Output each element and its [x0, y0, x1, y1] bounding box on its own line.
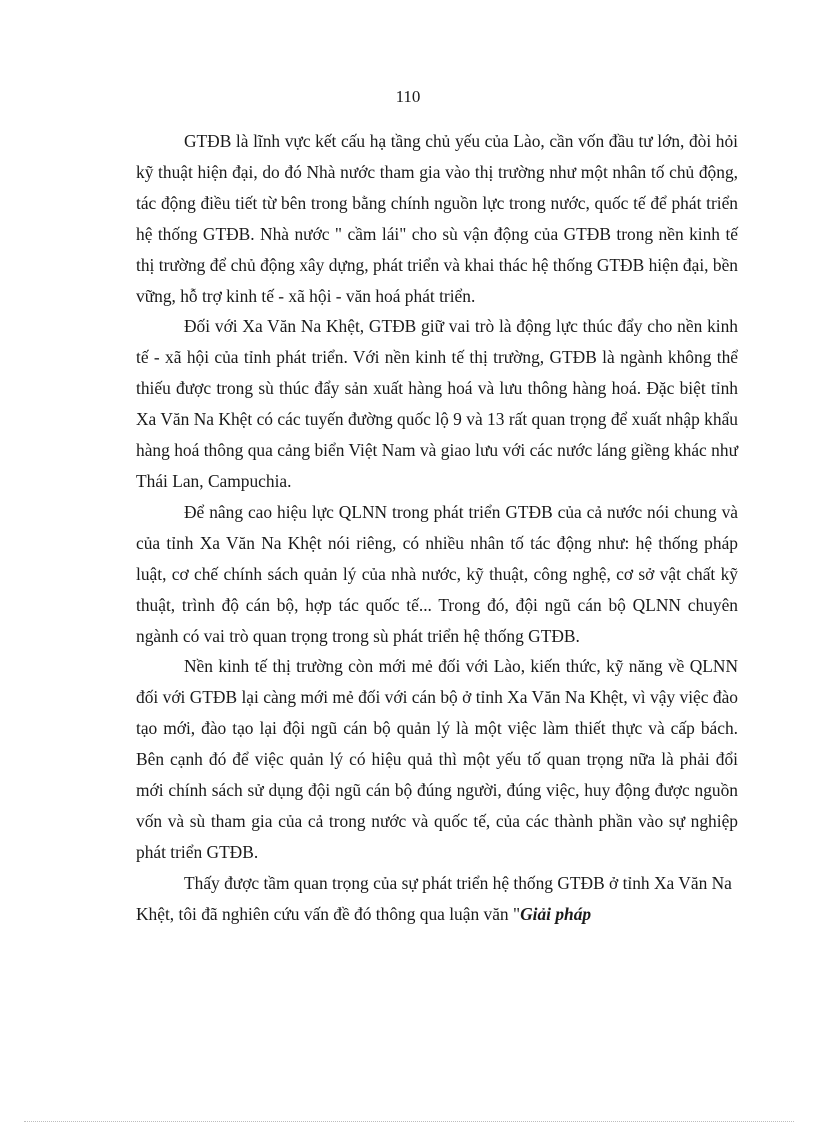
paragraph-4: Nền kinh tế thị trường còn mới mẻ đối với Lào, kiến thức, kỹ năng về QLNN đối với GTĐB lại càng mới mẻ đối với cán bộ ở tỉnh Xa Văn Na Khệt, vì vậy việc đào tạo mới, đào tạo lại đội ngũ cán bộ quản lý là một việc làm thiết thực và cấp bách. Bên cạnh đó để việc quản lý có hiệu quả thì một yếu tố quan trọng nữa là phải đổi mới chính sách sử dụng đội ngũ cán bộ đúng người, đúng việc, huy động được nguồn vốn và sù tham gia của cả trong nước và quốc tế, của các thành phần vào sự nghiệp phát triển GTĐB. — [136, 656, 738, 862]
paragraph-3: Để nâng cao hiệu lực QLNN trong phát triển GTĐB của cả nước nói chung và của tỉnh Xa Văn Na Khệt nói riêng, có nhiều nhân tố tác động như: hệ thống pháp luật, cơ chế chính sách quản lý của nhà nước, kỹ thuật, công nghệ, cơ sở vật chất kỹ thuật, trình độ cán bộ, hợp tác quốc tế... Trong đó, đội ngũ cán bộ QLNN chuyên ngành có vai trò quan trọng trong sù phát triển hệ thống GTĐB. — [136, 501, 738, 646]
paragraph-5-text: Thấy được tầm quan trọng của sự phát triển hệ thống GTĐB ở tỉnh Xa Văn Na Khệt, tôi đã nghiên cứu vấn đề đó thông qua luận văn " — [136, 872, 732, 924]
footer-dotted-rule — [24, 1121, 794, 1122]
body-text — [136, 126, 738, 930]
page-number: 110 — [395, 87, 421, 106]
thesis-title-emphasis: Giải pháp — [520, 903, 592, 924]
paragraph-1: GTĐB là lĩnh vực kết cấu hạ tầng chủ yếu của Lào, cần vốn đầu tư lớn, đòi hỏi kỹ thuật hiện đại, do đó Nhà nước tham gia vào thị trường như một nhân tố chủ động, tác động điều tiết từ bên trong bằng chính nguồn lực trong nước, quốc tế để phát triển hệ thống GTĐB. Nhà nước " cầm lái" cho sù vận động của GTĐB trong nền kinh tế thị trường để chủ động xây dựng, phát triển và khai thác hệ thống GTĐB hiện đại, bền vững, hỗ trợ kinh tế - xã hội - văn hoá phát triển. — [136, 131, 738, 306]
paragraph-2: Đối với Xa Văn Na Khệt, GTĐB giữ vai trò là động lực thúc đẩy cho nền kinh tế - xã hội của tỉnh phát triển. Với nền kinh tế thị trường, GTĐB là ngành không thể thiếu được trong sù thúc đẩy sản xuất hàng hoá và lưu thông hàng hoá. Đặc biệt tỉnh Xa Văn Na Khệt có các tuyến đường quốc lộ 9 và 13 rất quan trọng để xuất nhập khẩu hàng hoá thông qua cảng biển Việt Nam và giao lưu với các nước láng giềng khác như Thái Lan, Campuchia. — [136, 316, 738, 491]
paragraph-5 — [136, 868, 738, 930]
